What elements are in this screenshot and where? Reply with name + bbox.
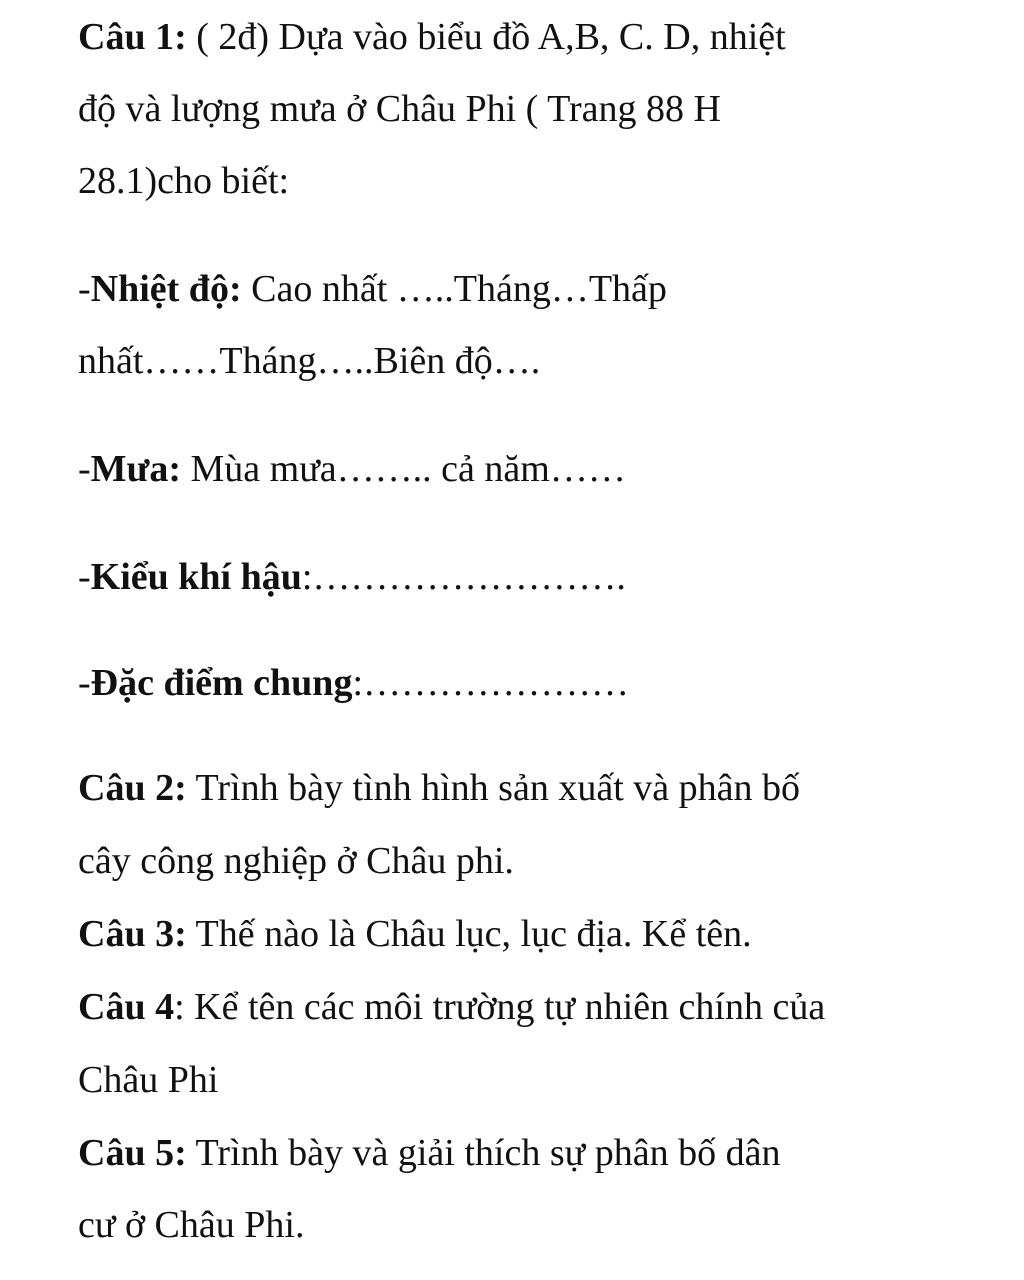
question-4-line-1 <box>78 984 825 1030</box>
rain-text: Mùa mưa…….. cả năm…… <box>180 448 626 490</box>
question-4-label: Câu 4 <box>78 986 175 1028</box>
question-5-label: Câu 5: <box>78 1132 187 1174</box>
question-5-line-2: cư ở Châu Phi. <box>78 1204 305 1246</box>
question-2-line-2: cây công nghiệp ở Châu phi. <box>78 840 514 882</box>
temperature-label: Nhiệt độ: <box>90 268 242 310</box>
temperature-text: Cao nhất …..Tháng…Thấp <box>241 268 667 310</box>
climate-label: Kiểu khí hậu <box>90 556 302 598</box>
question-3-text: Thế nào là Châu lục, lục địa. Kể tên. <box>186 913 752 955</box>
question-1-line-1 <box>78 14 786 60</box>
rain-line <box>78 446 626 492</box>
question-1-line-2: độ và lượng mưa ở Châu Phi ( Trang 88 H <box>78 88 721 130</box>
climate-line <box>78 554 626 600</box>
question-4-text: : Kể tên các môi trường tự nhiên chính của <box>174 986 826 1028</box>
question-2-label: Câu 2: <box>78 767 187 809</box>
climate-prefix: - <box>78 556 91 598</box>
climate-text: :……………………. <box>301 556 626 598</box>
question-1-line-3: 28.1)cho biết: <box>78 160 290 202</box>
features-label: Đặc điểm chung <box>90 662 353 704</box>
temperature-line-2: nhất……Tháng…..Biên độ…. <box>78 340 541 382</box>
question-2-line-1 <box>78 765 800 811</box>
features-text: :………………… <box>352 662 630 704</box>
question-1-text: ( 2đ) Dựa vào biểu đồ A,B, C. D, nhiệt <box>186 16 786 58</box>
rain-label: Mưa: <box>90 448 181 490</box>
features-prefix: - <box>78 662 91 704</box>
question-2-text: Trình bày tình hình sản xuất và phân bố <box>186 767 800 809</box>
question-3-line-1 <box>78 911 752 957</box>
question-3-label: Câu 3: <box>78 913 187 955</box>
features-line <box>78 660 629 706</box>
question-1-label: Câu 1: <box>78 16 187 58</box>
question-4-line-2: Châu Phi <box>78 1059 219 1101</box>
temperature-prefix: - <box>78 268 91 310</box>
rain-prefix: - <box>78 448 91 490</box>
question-5-line-1 <box>78 1130 780 1176</box>
temperature-line-1 <box>78 266 667 312</box>
question-5-text: Trình bày và giải thích sự phân bố dân <box>186 1132 781 1174</box>
